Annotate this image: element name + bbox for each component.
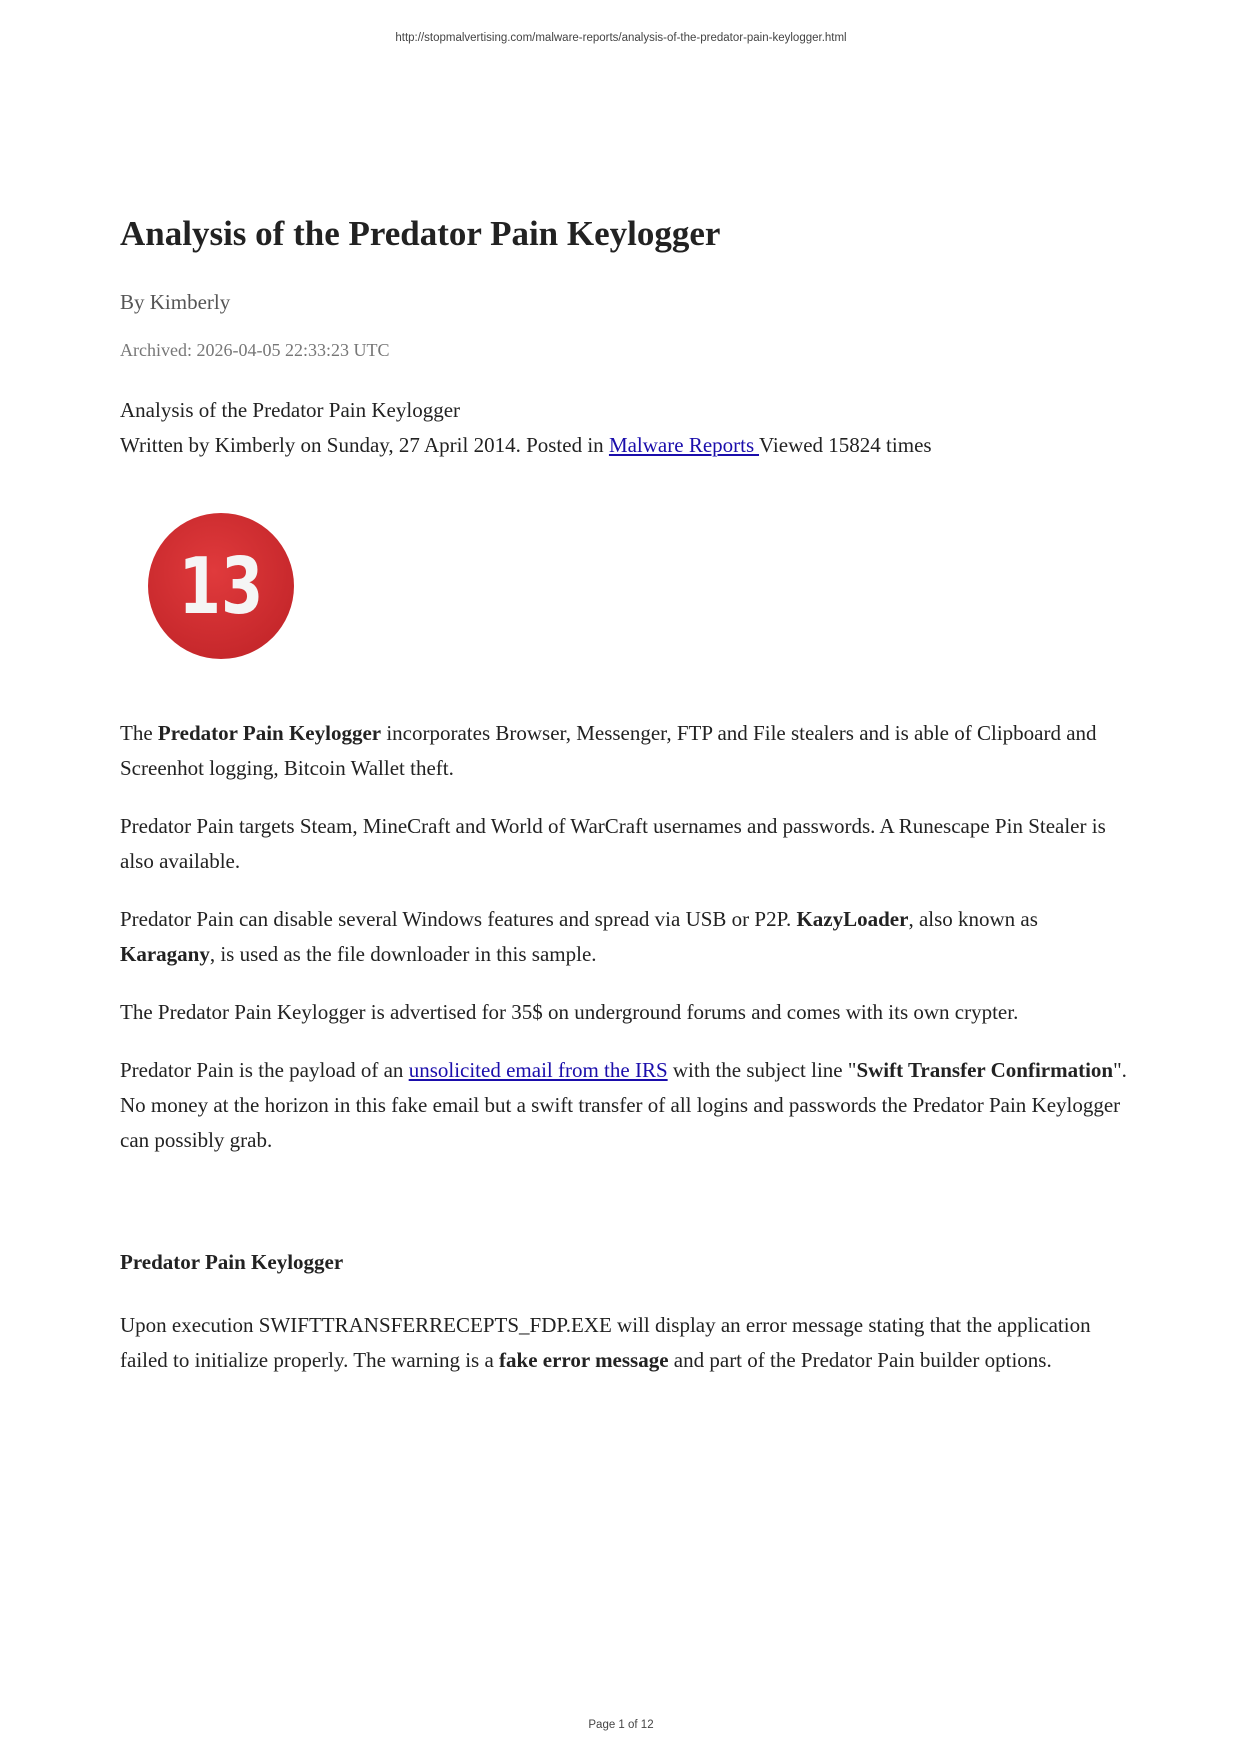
article-byline: By Kimberly — [120, 290, 231, 314]
article-meta — [120, 428, 932, 463]
archived-timestamp: Archived: 2026-04-05 22:33:23 UTC — [120, 340, 390, 360]
irs-email-link[interactable]: unsolicited email from the IRS — [408, 1058, 668, 1082]
paragraph-targets: Predator Pain targets Steam, MineCraft and World of WarCraft usernames and passwords. A Runescape Pin Stealer is also available. — [120, 814, 1106, 873]
page-number: Page 1 of 12 — [588, 1719, 654, 1731]
malware-reports-link[interactable]: Malware Reports — [608, 433, 760, 457]
text-run: , is used as the file downloader in this sample. — [209, 942, 597, 966]
bold-keyword: fake error message — [499, 1348, 669, 1372]
paragraph-payload — [120, 1053, 1130, 1158]
section-heading: Predator Pain Keylogger — [120, 1250, 344, 1274]
section-body — [120, 1308, 1130, 1401]
text-run: with the subject line " — [667, 1058, 857, 1082]
bold-keyword: Predator Pain Keylogger — [157, 721, 382, 745]
bold-keyword: KazyLoader — [796, 907, 909, 931]
text-run: ". No money at the horizon in this fake email but a swift transfer of all logins and passwords the Predator Pain Keylogger can possibly grab. — [120, 1058, 1127, 1152]
badge-number: 13 — [178, 541, 264, 632]
text-run: Predator Pain can disable several Windows features and spread via USB or P2P. — [120, 907, 797, 931]
paragraph-intro — [120, 716, 1130, 786]
intro-title: Analysis of the Predator Pain Keylogger — [120, 398, 461, 422]
meta-prefix: Written by Kimberly on Sunday, 27 April 2014. Posted in — [120, 433, 609, 457]
text-run: Predator Pain is the payload of an — [120, 1058, 409, 1082]
paragraph-execution — [120, 1308, 1130, 1378]
bold-keyword: Karagany — [120, 942, 210, 966]
article-intro — [120, 393, 932, 463]
paragraph-advertised: The Predator Pain Keylogger is advertised for 35$ on underground forums and comes with its own crypter. — [120, 1000, 1019, 1024]
page-url: http://stopmalvertising.com/malware-reports/analysis-of-the-predator-pain-keylogger.html — [395, 32, 847, 44]
meta-views: Viewed 15824 times — [759, 433, 932, 457]
text-run: The — [120, 721, 158, 745]
badge-13-icon — [146, 511, 296, 661]
article-body — [120, 716, 1130, 1181]
text-run: incorporates Browser, Messenger, FTP and File stealers and is able of Clipboard and Screenhot logging, Bitcoin Wallet theft. — [120, 721, 1097, 780]
number-badge-image — [146, 511, 296, 661]
text-run: and part of the Predator Pain builder options. — [668, 1348, 1052, 1372]
paragraph-spread — [120, 902, 1130, 972]
bold-keyword: Swift Transfer Confirmation — [856, 1058, 1114, 1082]
text-run: , also known as — [908, 907, 1038, 931]
article-title: Analysis of the Predator Pain Keylogger — [120, 214, 721, 253]
text-run: Upon execution SWIFTTRANSFERRECEPTS_FDP.EXE will display an error message stating that the application failed to initialize properly. The warning is a — [120, 1313, 1091, 1372]
